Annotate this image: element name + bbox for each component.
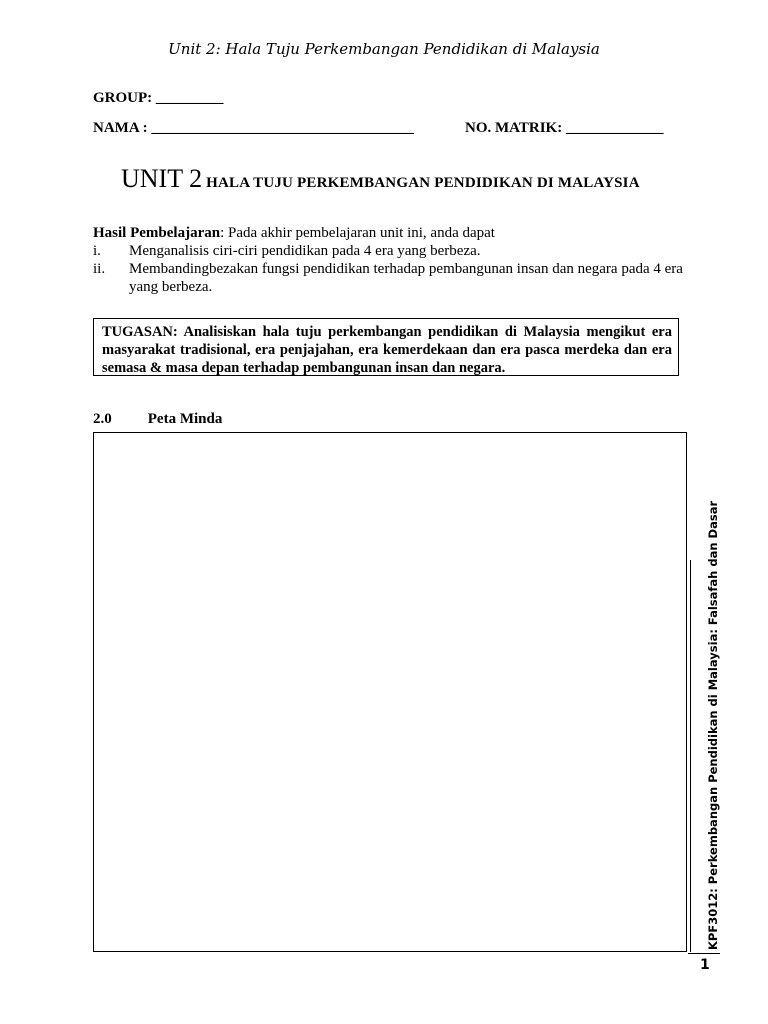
matrik-field: NO. MATRIK: _____________	[465, 120, 664, 136]
unit-title	[121, 164, 640, 194]
outcome-text: Menganalisis ciri-ciri pendidikan pada 4 era yang berbeza.	[129, 243, 481, 259]
running-header: Unit 2: Hala Tuju Perkembangan Pendidikan di Malaysia	[168, 40, 600, 58]
nama-field: NAMA : ___________________________________	[93, 120, 414, 136]
unit-number: UNIT 2	[121, 164, 203, 193]
learning-outcomes	[93, 224, 693, 296]
outcome-number: i.	[93, 243, 101, 259]
outcome-item	[93, 260, 693, 296]
section-number: 2.0	[93, 411, 112, 427]
outcome-number: ii.	[93, 261, 106, 277]
outcome-item	[93, 242, 693, 260]
footer-rule	[688, 953, 720, 954]
unit-subtitle: HALA TUJU PERKEMBANGAN PENDIDIKAN DI MALAYSIA	[206, 175, 640, 191]
group-field: GROUP: _________	[93, 90, 224, 106]
section-heading	[93, 411, 222, 428]
sidebar-rule	[690, 560, 691, 952]
sidebar-course-title: KPF3012: Perkembangan Pendidikan di Malaysia: Falsafah dan Dasar	[706, 500, 720, 950]
outcome-text: Membandingbezakan fungsi pendidikan terhadap pembangunan insan dan negara pada 4 era yang berbeza.	[129, 261, 683, 295]
outcomes-intro: : Pada akhir pembelajaran unit ini, anda dapat	[220, 225, 495, 241]
task-text: TUGASAN: Analisiskan hala tuju perkembangan pendidikan di Malaysia mengikut era masyarakat tradisional, era penjajahan, era kemerdekaan dan era pasca merdeka dan era semasa & masa depan terhadap pembangunan insan dan negara.	[102, 324, 672, 376]
page-number: 1	[700, 957, 710, 973]
outcomes-label: Hasil Pembelajaran	[93, 225, 221, 241]
mind-map-area[interactable]	[93, 432, 687, 952]
task-box	[93, 318, 679, 376]
section-title: Peta Minda	[147, 411, 223, 427]
